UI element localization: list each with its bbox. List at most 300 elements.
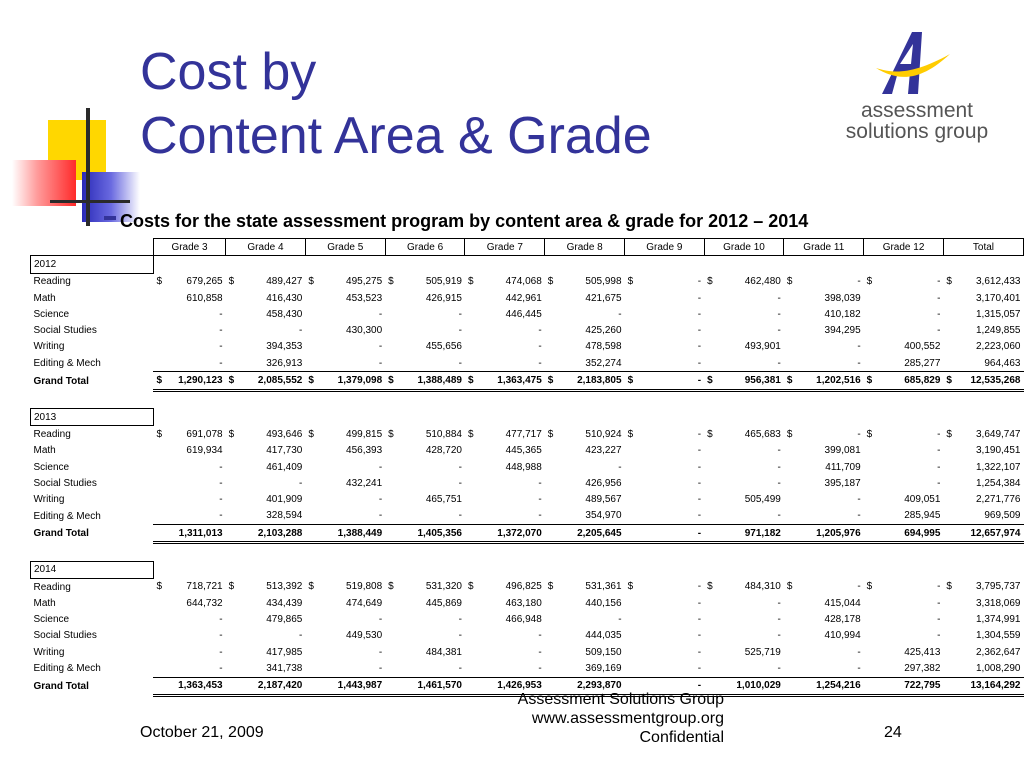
table-cell: 1,010,029	[704, 677, 784, 695]
table-cell: 425,413	[904, 646, 941, 658]
table-cell: 2,103,288	[226, 525, 306, 543]
table-cell: 1,374,991	[976, 614, 1021, 626]
table-cell: -	[777, 597, 781, 609]
table-cell: 394,353	[266, 341, 303, 353]
table-cell: 2,187,420	[226, 677, 306, 695]
table-cell: 410,994	[824, 630, 861, 642]
table-cell: 401,909	[266, 494, 303, 506]
table-cell: 971,182	[704, 525, 784, 543]
table-cell: 428,178	[824, 614, 861, 626]
table-cell: $ 510,884	[388, 428, 462, 440]
table-cell: $ 12,535,268	[943, 372, 1023, 390]
table-cell: -	[538, 494, 542, 506]
table-cell: -	[378, 510, 383, 522]
column-header: Total	[943, 239, 1023, 256]
table-cell: 1,008,290	[976, 663, 1021, 675]
table-row	[31, 322, 1024, 338]
table-cell: 619,934	[186, 445, 223, 457]
table-cell: 474,649	[346, 597, 383, 609]
table-cell: 395,187	[824, 477, 861, 489]
table-row	[31, 644, 1024, 660]
year-label: 2014	[31, 561, 154, 578]
table-cell: -	[538, 325, 542, 337]
table-cell: $ 1,379,098	[305, 372, 385, 390]
table-cell: -	[937, 630, 941, 642]
table-caption: Costs for the state assessment program by content area & grade for 2012 – 2014	[120, 211, 809, 231]
table-cell: -	[458, 614, 462, 626]
row-label: Reading	[33, 581, 71, 593]
table-cell: 409,051	[904, 494, 941, 506]
decorative-vertical-line	[86, 108, 90, 226]
table-row	[31, 628, 1024, 644]
table-cell: -	[458, 325, 462, 337]
table-cell: $ 1,363,475	[465, 372, 545, 390]
table-cell: -	[378, 357, 383, 369]
table-cell: 445,869	[425, 597, 462, 609]
table-header-row	[31, 239, 1024, 256]
table-cell: 1,254,216	[784, 677, 864, 695]
row-label: Science	[33, 308, 70, 320]
table-cell: 341,738	[266, 663, 303, 675]
table-cell: -	[937, 461, 941, 473]
table-cell: 442,961	[505, 292, 542, 304]
table-cell: 1,249,855	[976, 325, 1021, 337]
table-cell: 398,039	[824, 292, 861, 304]
table-cell: 12,657,974	[943, 525, 1023, 543]
table-row	[31, 355, 1024, 372]
table-cell: $ 691,078	[156, 428, 223, 440]
table-cell: 1,315,057	[976, 308, 1021, 320]
table-cell: -	[219, 325, 223, 337]
table-cell: -	[458, 510, 462, 522]
table-cell: 434,439	[266, 597, 303, 609]
table-cell: 448,988	[505, 461, 542, 473]
table-cell: -	[937, 445, 941, 457]
table-cell: 2,205,645	[545, 525, 625, 543]
table-cell: 1,205,976	[784, 525, 864, 543]
table-cell: $ 489,427	[228, 275, 303, 287]
table-cell: 1,405,356	[385, 525, 465, 543]
table-body	[31, 256, 1024, 696]
table-cell: -	[538, 646, 542, 658]
table-cell: -	[458, 663, 462, 675]
footer-org-name: Assessment Solutions Group	[517, 691, 724, 708]
table-cell: 493,901	[744, 341, 781, 353]
table-cell: $ -	[627, 428, 702, 440]
table-cell: -	[777, 477, 781, 489]
table-cell: 449,530	[346, 630, 383, 642]
table-cell: $ 685,829	[864, 372, 944, 390]
table-cell: -	[777, 445, 781, 457]
column-header: Grade 6	[385, 239, 465, 256]
table-cell: -	[777, 663, 781, 675]
table-cell: $ 484,310	[707, 581, 781, 593]
table-cell: -	[299, 325, 303, 337]
table-cell: -	[219, 341, 223, 353]
table-cell: $ 1,202,516	[784, 372, 864, 390]
table-cell: 463,180	[505, 597, 542, 609]
table-cell: 479,865	[266, 614, 303, 626]
row-label: Grand Total	[33, 528, 89, 540]
table-cell: $ 2,183,805	[545, 372, 625, 390]
table-cell: 285,277	[904, 357, 941, 369]
table-cell: -	[538, 630, 542, 642]
table-cell: -	[697, 341, 702, 353]
table-cell: 369,169	[585, 663, 622, 675]
table-cell: $ 474,068	[467, 275, 542, 287]
table-cell: 285,945	[904, 510, 941, 522]
slide-title-line1: Cost by	[140, 43, 317, 101]
year-label: 2013	[31, 408, 154, 425]
table-cell: 394,295	[824, 325, 861, 337]
column-header: Grade 9	[625, 239, 705, 256]
row-label: Math	[33, 292, 56, 304]
table-cell: -	[777, 357, 781, 369]
table-cell: -	[219, 614, 223, 626]
row-label: Reading	[33, 276, 71, 288]
table-row	[31, 578, 1024, 595]
table-cell: -	[378, 663, 383, 675]
table-cell: -	[219, 494, 223, 506]
table-cell: $ 3,612,433	[946, 275, 1021, 287]
table-cell: $ 531,320	[388, 581, 462, 593]
table-cell: -	[219, 510, 223, 522]
table-cell: -	[618, 614, 622, 626]
table-cell: -	[937, 614, 941, 626]
column-header: Grade 8	[545, 239, 625, 256]
table-cell: 3,190,451	[976, 445, 1021, 457]
table-cell: $ 679,265	[156, 275, 223, 287]
row-label: Math	[33, 597, 56, 609]
table-cell: $ -	[866, 428, 941, 440]
table-cell: -	[937, 597, 941, 609]
table-cell: -	[697, 308, 702, 320]
table-cell: 453,523	[346, 292, 383, 304]
page-number: 24	[884, 724, 902, 741]
row-label: Reading	[33, 428, 71, 440]
year-row	[31, 256, 1024, 273]
table-cell: -	[625, 525, 705, 543]
table-cell: -	[219, 630, 223, 642]
table-cell: -	[777, 630, 781, 642]
footer-organization	[420, 690, 724, 747]
table-cell: 1,322,107	[976, 461, 1021, 473]
table-cell: -	[219, 308, 223, 320]
table-cell: 466,948	[505, 614, 542, 626]
row-label: Writing	[33, 341, 65, 353]
table-cell: 445,365	[505, 445, 542, 457]
table-row	[31, 491, 1024, 507]
table-cell: -	[697, 292, 702, 304]
table-cell: $ 477,717	[467, 428, 542, 440]
table-cell: 1,363,453	[153, 677, 225, 695]
table-cell: -	[378, 308, 383, 320]
table-cell: -	[857, 357, 861, 369]
table-cell: -	[538, 510, 542, 522]
table-cell: $ 505,998	[547, 275, 622, 287]
table-cell: -	[697, 461, 702, 473]
table-cell: -	[458, 357, 462, 369]
table-cell: $ 2,085,552	[226, 372, 306, 390]
table-cell: -	[777, 308, 781, 320]
table-cell: 461,409	[266, 461, 303, 473]
table-cell: -	[697, 445, 702, 457]
table-cell: 432,241	[346, 477, 383, 489]
table-cell: -	[538, 663, 542, 675]
logo-text	[832, 100, 1002, 142]
table-cell: -	[857, 663, 861, 675]
table-cell: 505,499	[744, 494, 781, 506]
table-cell: -	[219, 477, 223, 489]
table-cell: $ 3,649,747	[946, 428, 1021, 440]
table-cell: $ 493,646	[228, 428, 303, 440]
table-cell: 3,170,401	[976, 292, 1021, 304]
table-cell: $ 1,388,489	[385, 372, 465, 390]
table-cell: -	[219, 461, 223, 473]
company-logo	[832, 28, 1002, 148]
column-header: Grade 7	[465, 239, 545, 256]
table-cell: 428,720	[425, 445, 462, 457]
table-cell: 410,182	[824, 308, 861, 320]
table-cell: $ 505,919	[388, 275, 462, 287]
table-cell: 2,271,776	[976, 494, 1021, 506]
table-cell: -	[777, 510, 781, 522]
spacer-row	[31, 390, 1024, 408]
table-cell: -	[378, 461, 383, 473]
table-cell: 297,382	[904, 663, 941, 675]
table-cell: -	[937, 308, 941, 320]
table-cell: -	[777, 461, 781, 473]
table-cell: 425,260	[585, 325, 622, 337]
table-cell: 415,044	[824, 597, 861, 609]
table-cell: 1,311,013	[153, 525, 225, 543]
decorative-horizontal-line	[50, 200, 130, 203]
table-row	[31, 306, 1024, 322]
column-header: Grade 5	[305, 239, 385, 256]
table-cell: 1,254,384	[976, 477, 1021, 489]
table-row	[31, 475, 1024, 491]
table-cell: 417,985	[266, 646, 303, 658]
table-cell: 426,956	[585, 477, 622, 489]
column-header: Grade 3	[153, 239, 225, 256]
table-cell: 525,719	[744, 646, 781, 658]
slide-title-line2: Content Area & Grade	[140, 107, 652, 165]
table-cell: -	[458, 630, 462, 642]
table-cell: $ 513,392	[228, 581, 303, 593]
column-header: Grade 11	[784, 239, 864, 256]
table-cell: $ 956,381	[704, 372, 784, 390]
table-cell: $ -	[786, 581, 861, 593]
row-label: Math	[33, 445, 56, 457]
table-cell: -	[857, 341, 861, 353]
table-cell: -	[625, 677, 705, 695]
footer-confidential: Confidential	[639, 729, 724, 746]
table-cell: -	[697, 357, 702, 369]
header-blank-cell	[31, 239, 154, 256]
table-cell: -	[538, 341, 542, 353]
table-cell: 430,300	[346, 325, 383, 337]
grand-total-row	[31, 372, 1024, 390]
table-cell: -	[697, 510, 702, 522]
table-cell: 421,675	[585, 292, 622, 304]
table-cell: $ -	[866, 581, 941, 593]
table-cell: -	[219, 646, 223, 658]
spacer-row	[31, 543, 1024, 561]
table-cell: 1,304,559	[976, 630, 1021, 642]
row-label: Science	[33, 461, 70, 473]
table-cell: 509,150	[585, 646, 622, 658]
table-cell: -	[697, 494, 702, 506]
table-cell: -	[378, 494, 383, 506]
table-cell: -	[378, 341, 383, 353]
table-row	[31, 426, 1024, 443]
row-label: Editing & Mech	[33, 663, 101, 675]
table-cell: -	[697, 630, 702, 642]
table-cell: -	[378, 646, 383, 658]
logo-mark-icon	[874, 28, 954, 98]
year-label: 2012	[31, 256, 154, 273]
table-cell: 13,164,292	[943, 677, 1023, 695]
table-cell: 1,443,987	[305, 677, 385, 695]
table-cell: -	[857, 646, 861, 658]
column-header: Grade 12	[864, 239, 944, 256]
table-cell: $ 462,480	[707, 275, 781, 287]
table-row	[31, 290, 1024, 306]
table-cell: $ 496,825	[467, 581, 542, 593]
table-cell: -	[857, 494, 861, 506]
table-cell: 455,656	[425, 341, 462, 353]
table-cell: 484,381	[425, 646, 462, 658]
table-row	[31, 459, 1024, 475]
table-cell: -	[538, 477, 542, 489]
row-label: Grand Total	[33, 680, 89, 692]
table-cell: 352,274	[585, 357, 622, 369]
table-row	[31, 612, 1024, 628]
table-cell: -	[458, 308, 462, 320]
table-cell: 458,430	[266, 308, 303, 320]
table-cell: 969,509	[984, 510, 1021, 522]
table-cell: -	[697, 646, 702, 658]
table-cell: 326,913	[266, 357, 303, 369]
table-cell: 423,227	[585, 445, 622, 457]
table-cell: $ 1,290,123	[153, 372, 225, 390]
table-cell: -	[219, 357, 223, 369]
table-cell: 426,915	[425, 292, 462, 304]
table-cell: -	[299, 477, 303, 489]
table-cell: 3,318,069	[976, 597, 1021, 609]
table-cell: -	[937, 477, 941, 489]
table-cell: -	[697, 663, 702, 675]
table-cell: 1,388,449	[305, 525, 385, 543]
table-cell: -	[777, 614, 781, 626]
table-cell: -	[458, 477, 462, 489]
table-cell: 1,426,953	[465, 677, 545, 695]
table-cell: 399,081	[824, 445, 861, 457]
table-cell: $ -	[786, 275, 861, 287]
row-label: Social Studies	[33, 325, 97, 337]
bullet-dash	[104, 216, 116, 220]
table-row	[31, 595, 1024, 611]
row-label: Social Studies	[33, 630, 97, 642]
row-label: Science	[33, 614, 70, 626]
table-cell: -	[777, 292, 781, 304]
table-cell: $ 465,683	[707, 428, 781, 440]
table-cell: 416,430	[266, 292, 303, 304]
table-cell: 694,995	[864, 525, 944, 543]
table-cell: -	[697, 614, 702, 626]
table-cell: $ 519,808	[308, 581, 383, 593]
table-cell: 2,362,647	[976, 646, 1021, 658]
table-cell: $ 718,721	[156, 581, 223, 593]
table-cell: $ 510,924	[547, 428, 622, 440]
row-label: Editing & Mech	[33, 510, 101, 522]
footer-date: October 21, 2009	[140, 724, 264, 741]
row-label: Writing	[33, 494, 65, 506]
table-row	[31, 339, 1024, 355]
logo-text-line1: assessment	[860, 99, 974, 122]
table-cell: -	[618, 308, 622, 320]
table-cell: 456,393	[346, 445, 383, 457]
table-row	[31, 443, 1024, 459]
table-row	[31, 273, 1024, 290]
table-cell: -	[299, 630, 303, 642]
table-cell: $ -	[866, 275, 941, 287]
row-label: Grand Total	[33, 375, 89, 387]
grand-total-row	[31, 525, 1024, 543]
table-cell: 465,751	[425, 494, 462, 506]
table-cell: 440,156	[585, 597, 622, 609]
table-cell: 644,732	[186, 597, 223, 609]
table-cell: -	[219, 663, 223, 675]
table-cell: 446,445	[505, 308, 542, 320]
table-cell: 354,970	[585, 510, 622, 522]
table-cell: -	[538, 357, 542, 369]
table-cell: 1,461,570	[385, 677, 465, 695]
column-header: Grade 4	[226, 239, 306, 256]
row-label: Writing	[33, 646, 65, 658]
table-cell: 444,035	[585, 630, 622, 642]
table-cell: $ 499,815	[308, 428, 383, 440]
cost-table	[30, 238, 1024, 697]
table-cell: $ -	[786, 428, 861, 440]
table-cell: 478,598	[585, 341, 622, 353]
table-cell: -	[697, 597, 702, 609]
table-cell: -	[777, 325, 781, 337]
table-cell: 417,730	[266, 445, 303, 457]
table-cell: 400,552	[904, 341, 941, 353]
table-cell: $ -	[627, 581, 702, 593]
table-cell: 2,293,870	[545, 677, 625, 695]
table-cell: 328,594	[266, 510, 303, 522]
footer-org-url: www.assessmentgroup.org	[531, 710, 724, 727]
table-cell: 610,858	[186, 292, 223, 304]
row-label: Editing & Mech	[33, 357, 101, 369]
table-cell: 964,463	[984, 357, 1021, 369]
table-cell: 722,795	[864, 677, 944, 695]
table-cell: -	[618, 461, 622, 473]
table-row	[31, 508, 1024, 525]
year-row	[31, 408, 1024, 425]
table-cell: -	[857, 510, 861, 522]
row-label: Social Studies	[33, 477, 97, 489]
table-cell: -	[697, 325, 702, 337]
table-row	[31, 660, 1024, 677]
table-cell: 2,223,060	[976, 341, 1021, 353]
year-row	[31, 561, 1024, 578]
logo-text-line2: solutions group	[845, 120, 989, 143]
column-header: Grade 10	[704, 239, 784, 256]
slide-title	[140, 40, 652, 168]
